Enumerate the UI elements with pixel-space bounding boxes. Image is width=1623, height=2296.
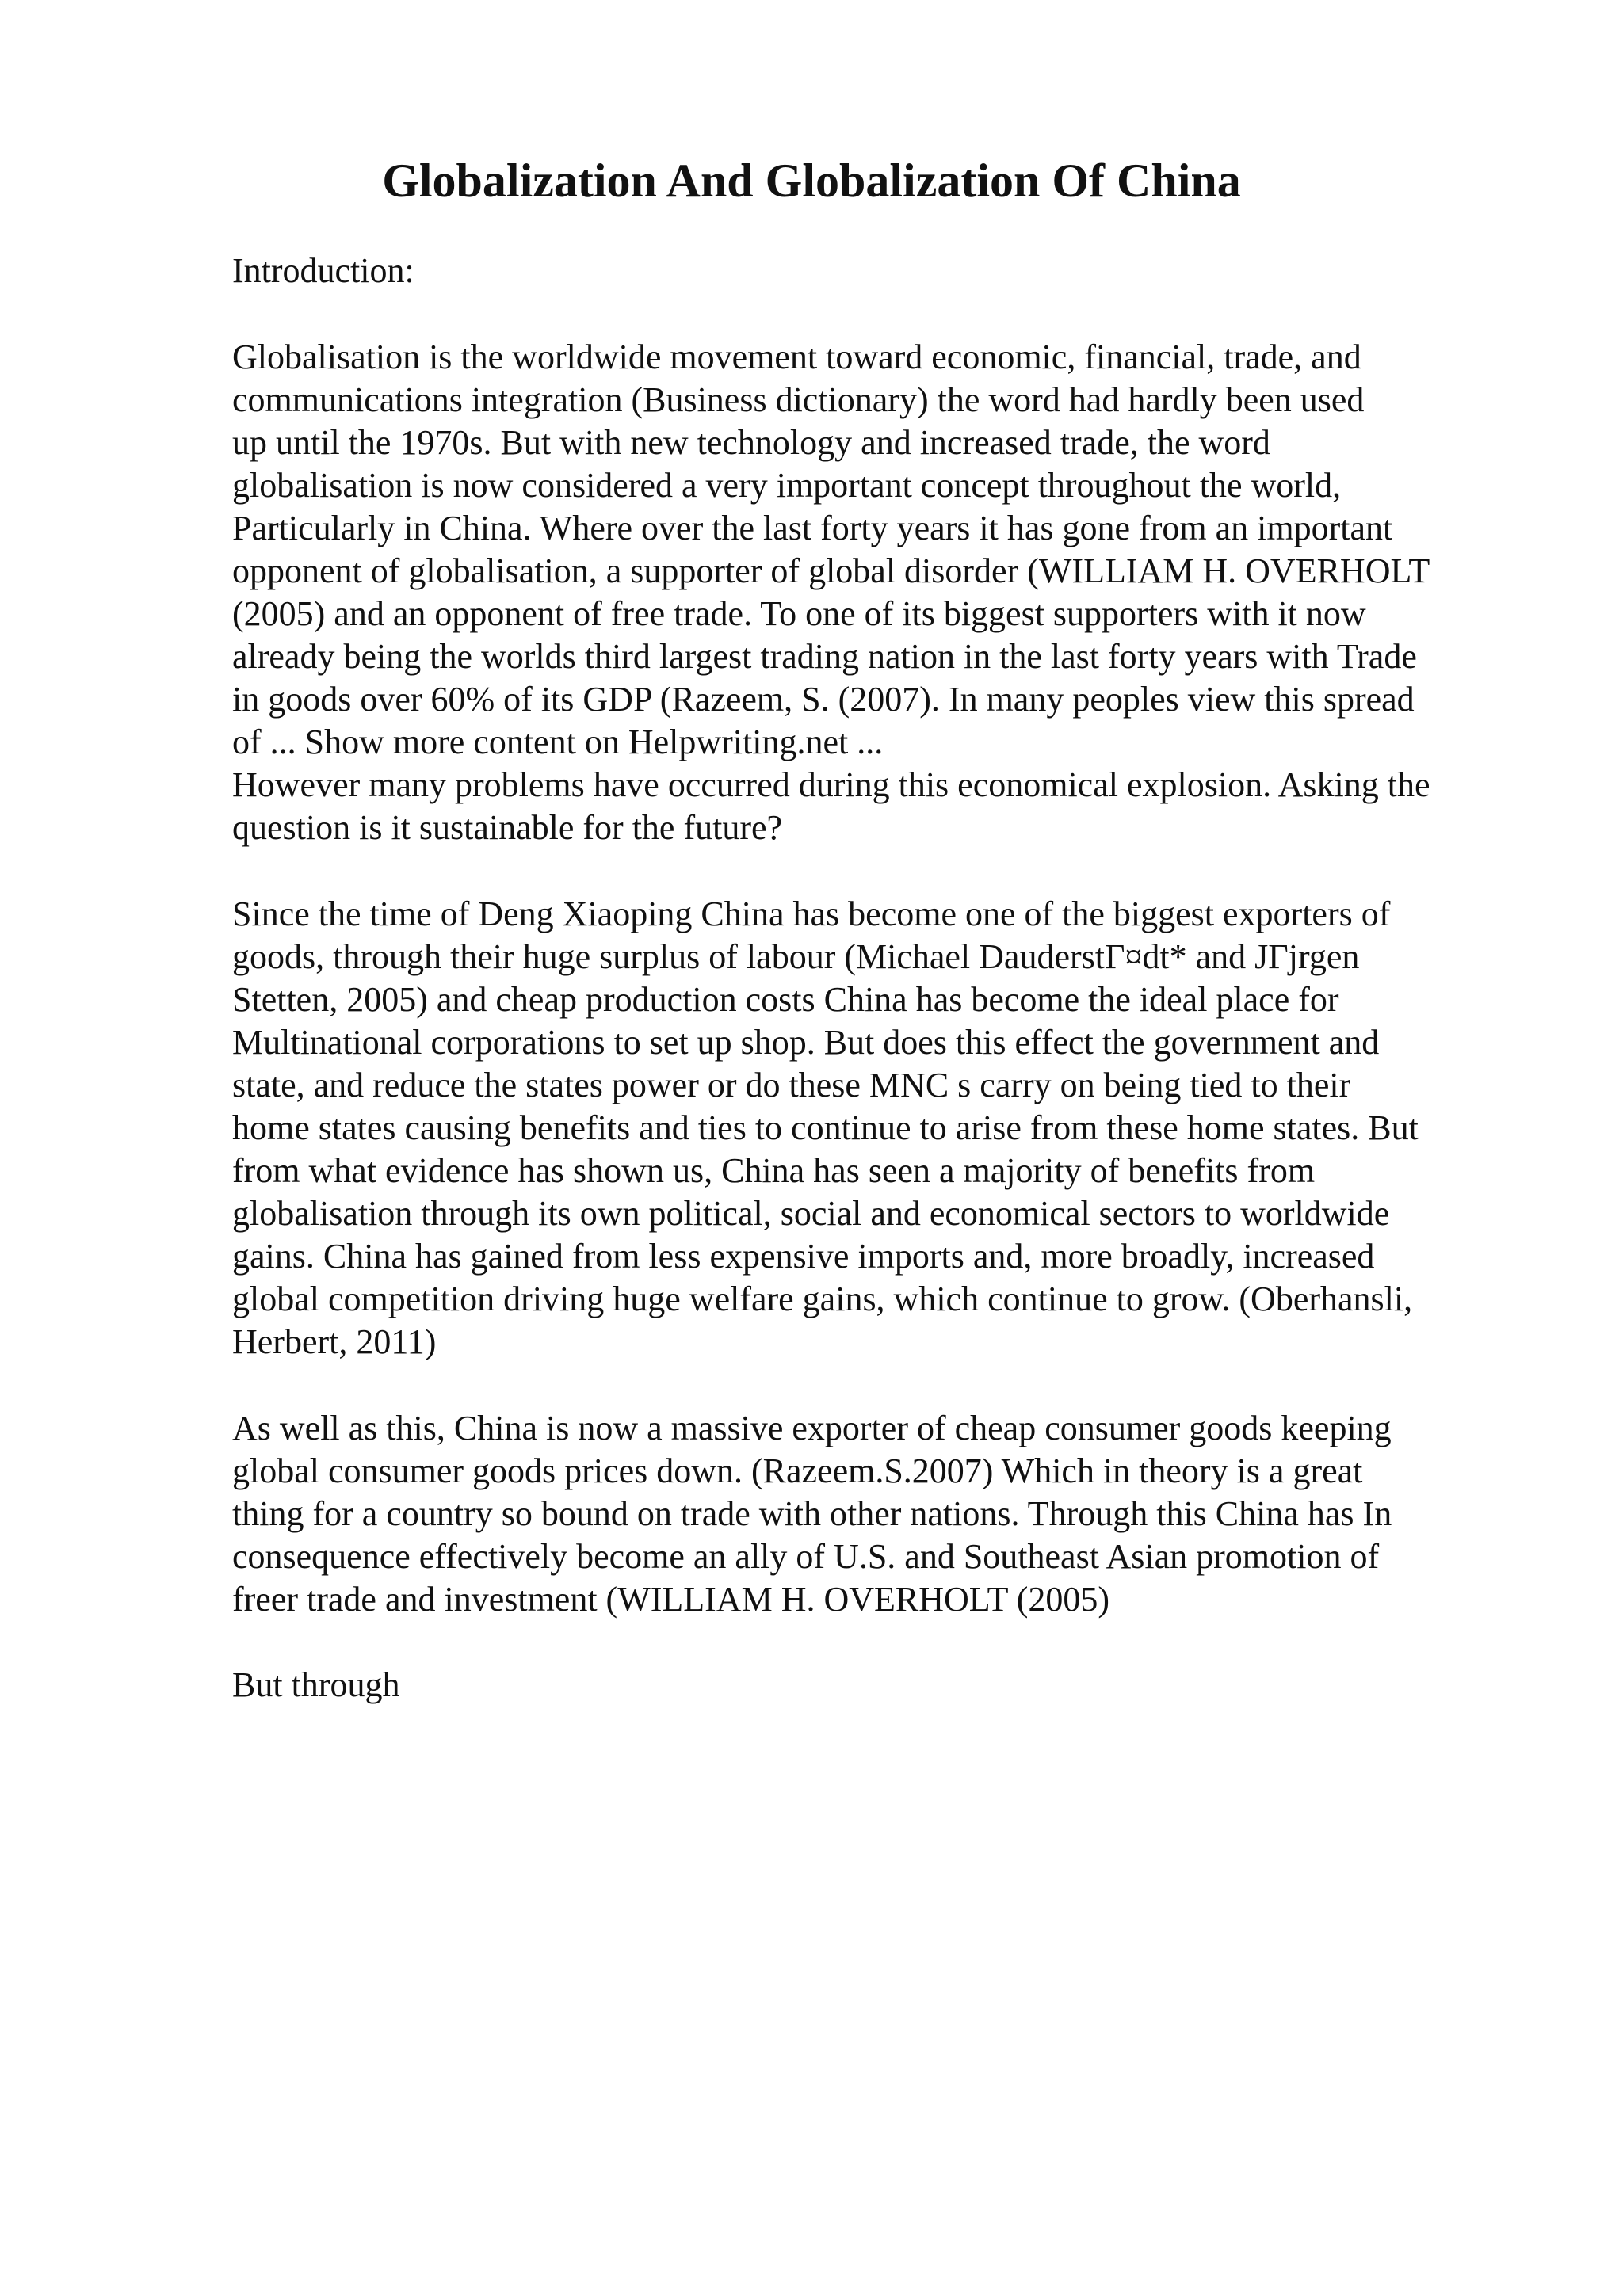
paragraph-line: globalisation through its own political, social and economical sectors to worldwide	[232, 1194, 1390, 1233]
paragraph-line: question is it sustainable for the future?	[232, 808, 783, 847]
paragraph-line: of ... Show more content on Helpwriting.net ...	[232, 723, 884, 761]
paragraph-line: thing for a country so bound on trade with other nations. Through this China has In	[232, 1494, 1392, 1533]
paragraph-line: consequence effectively become an ally of U.S. and Southeast Asian promotion of	[232, 1537, 1380, 1576]
paragraph-line: from what evidence has shown us, China has seen a majority of benefits from	[232, 1151, 1316, 1190]
paragraph-line: Globalisation is the worldwide movement toward economic, financial, trade, and	[232, 338, 1361, 376]
paragraph-line: Since the time of Deng Xiaoping China has become one of the biggest exporters of	[232, 894, 1391, 933]
paragraph-line: up until the 1970s. But with new technology and increased trade, the word	[232, 423, 1270, 462]
paragraph-line: gains. China has gained from less expensive imports and, more broadly, increased	[232, 1237, 1375, 1276]
paragraph-line: state, and reduce the states power or do these MNC s carry on being tied to their	[232, 1066, 1351, 1104]
introduction-heading: Introduction:	[232, 251, 414, 290]
paragraph-line: global competition driving huge welfare gains, which continue to grow. (Oberhansli,	[232, 1280, 1413, 1318]
paragraph-line: Multinational corporations to set up shop. But does this effect the government and	[232, 1023, 1380, 1062]
paragraph-line: communications integration (Business dictionary) the word had hardly been used	[232, 380, 1365, 419]
paragraph-line: globalisation is now considered a very important concept throughout the world,	[232, 466, 1342, 505]
paragraph-line: As well as this, China is now a massive exporter of cheap consumer goods keeping	[232, 1409, 1392, 1447]
paragraph-line: opponent of globalisation, a supporter of global disorder (WILLIAM H. OVERHOLT	[232, 551, 1430, 590]
paragraph-line: However many problems have occurred during this economical explosion. Asking the	[232, 765, 1430, 804]
paragraph-line: in goods over 60% of its GDP (Razeem, S. (2007). In many peoples view this spread	[232, 680, 1415, 719]
paragraph-line: global consumer goods prices down. (Razeem.S.2007) Which in theory is a great	[232, 1451, 1363, 1490]
paragraph-line: Herbert, 2011)	[232, 1322, 437, 1361]
paragraph-line: home states causing benefits and ties to continue to arise from these home states. But	[232, 1108, 1419, 1147]
paragraph-line: But through	[232, 1665, 400, 1704]
paragraph-line: (2005) and an opponent of free trade. To one of its biggest supporters with it now	[232, 594, 1366, 633]
paragraph-line: Stetten, 2005) and cheap production costs China has become the ideal place for	[232, 980, 1339, 1019]
paragraph-line: already being the worlds third largest trading nation in the last forty years with Trade	[232, 637, 1417, 676]
document-title: Globalization And Globalization Of China	[382, 154, 1241, 207]
paragraph-line: goods, through their huge surplus of labour (Michael DauderstΓ¤dt* and JΓjrgen	[232, 937, 1360, 976]
paragraph-line: Particularly in China. Where over the last forty years it has gone from an important	[232, 509, 1393, 547]
paragraph-line: freer trade and investment (WILLIAM H. OVERHOLT (2005)	[232, 1580, 1110, 1619]
